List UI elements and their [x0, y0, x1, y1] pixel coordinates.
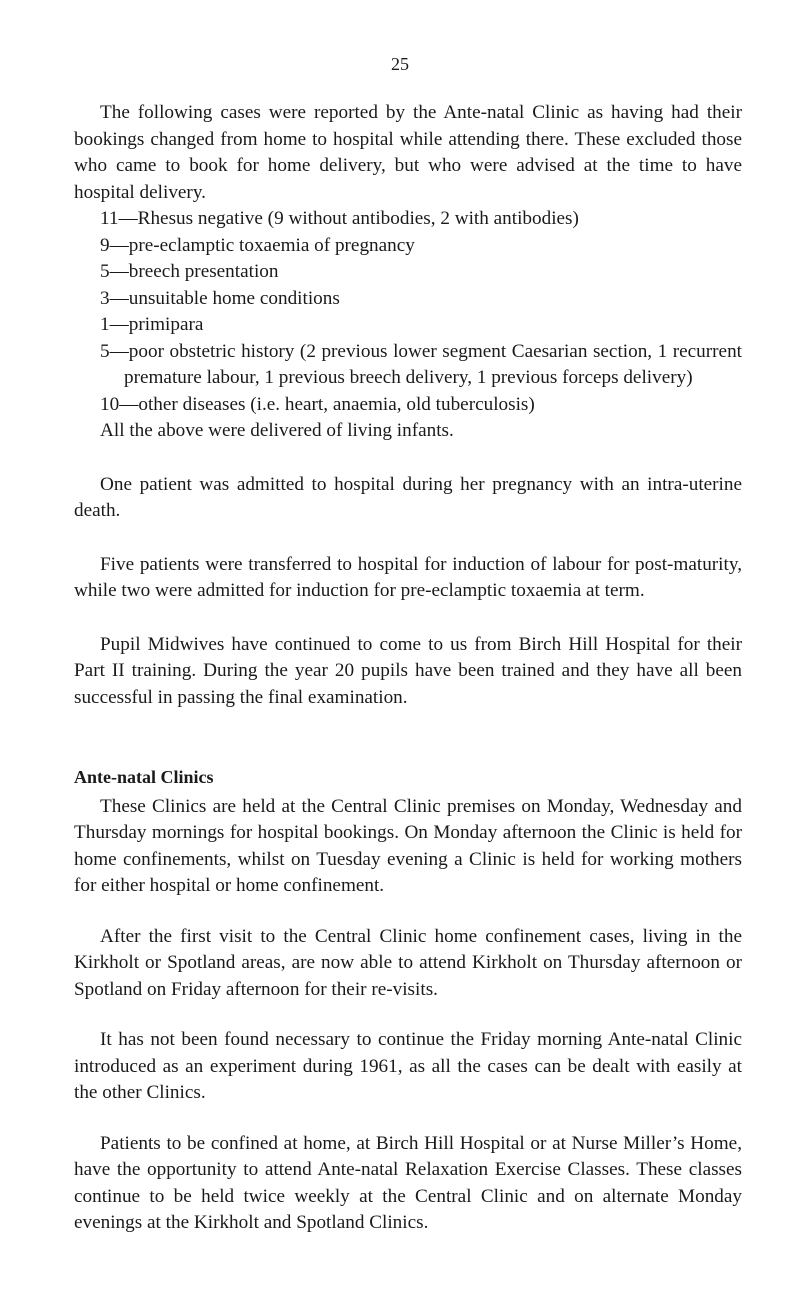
clinics-paragraph: These Clinics are held at the Central Clinic premises on Monday, Wednesday and Thursday mornings for hospital bookings. On Monday afternoon the Clinic is held for home confinements, whilst on Tuesday evening a Clinic is held for working mothers for either hospital or home confinement.	[74, 795, 742, 896]
intrauterine-paragraph: One patient was admitted to hospital during her pregnancy with an intra-uterine death.	[74, 473, 742, 521]
relaxation-paragraph: Patients to be confined at home, at Birch Hill Hospital or at Nurse Miller’s Home, have the opportunity to attend Ante-natal Relaxation Exercise Classes. These classes continue to be held twice weekly at the Central Clinic and on alternate Monday evenings at the Kirkholt and Spotland Clinics.	[74, 1132, 742, 1233]
list-item: 3—unsuitable home conditions	[100, 287, 340, 309]
list-item: 1—primipara	[100, 314, 204, 335]
list-item: 9—pre-eclamptic toxaemia of pregnancy	[100, 234, 415, 256]
friday-paragraph: It has not been found necessary to continue the Friday morning Ante-natal Clinic introduced as an experiment during 1961, as all the cases can be dealt with easily at the other Clinics.	[74, 1029, 742, 1103]
document-body	[74, 100, 742, 1237]
cases-list	[74, 206, 742, 418]
list-item: 5—poor obstetric history (2 previous lower segment Caesarian section, 1 recurrent premature labour, 1 previous breech delivery, 1 previous forceps delivery)	[100, 340, 742, 388]
induction-paragraph: Five patients were transferred to hospital for induction of labour for post-maturity, while two were admitted for induction for pre-eclamptic toxaemia at term.	[74, 553, 742, 601]
page-number: 25	[391, 54, 409, 74]
list-item: 11—Rhesus negative (9 without antibodies, 2 with antibodies)	[100, 208, 579, 229]
first-visit-paragraph: After the first visit to the Central Clinic home confinement cases, living in the Kirkholt or Spotland areas, are now able to attend Kirkholt on Thursday afternoon or Spotland on Friday afternoon for their re-visits.	[74, 925, 742, 1000]
list-item: 5—breech presentation	[100, 261, 279, 282]
list-item: 10—other diseases (i.e. heart, anaemia, old tuberculosis)	[100, 393, 535, 415]
pupils-paragraph: Pupil Midwives have continued to come to us from Birch Hill Hospital for their Part II training. During the year 20 pupils have been trained and they have all been successful in passing the final examination.	[74, 633, 742, 708]
section-heading: Ante-natal Clinics	[74, 767, 214, 787]
cases-note: All the above were delivered of living infants.	[100, 420, 454, 441]
intro-paragraph: The following cases were reported by the Ante-natal Clinic as having had their bookings changed from home to hospital while attending there. These excluded those who came to book for home delivery, but who were advised at the time to have hospital delivery.	[74, 102, 742, 203]
